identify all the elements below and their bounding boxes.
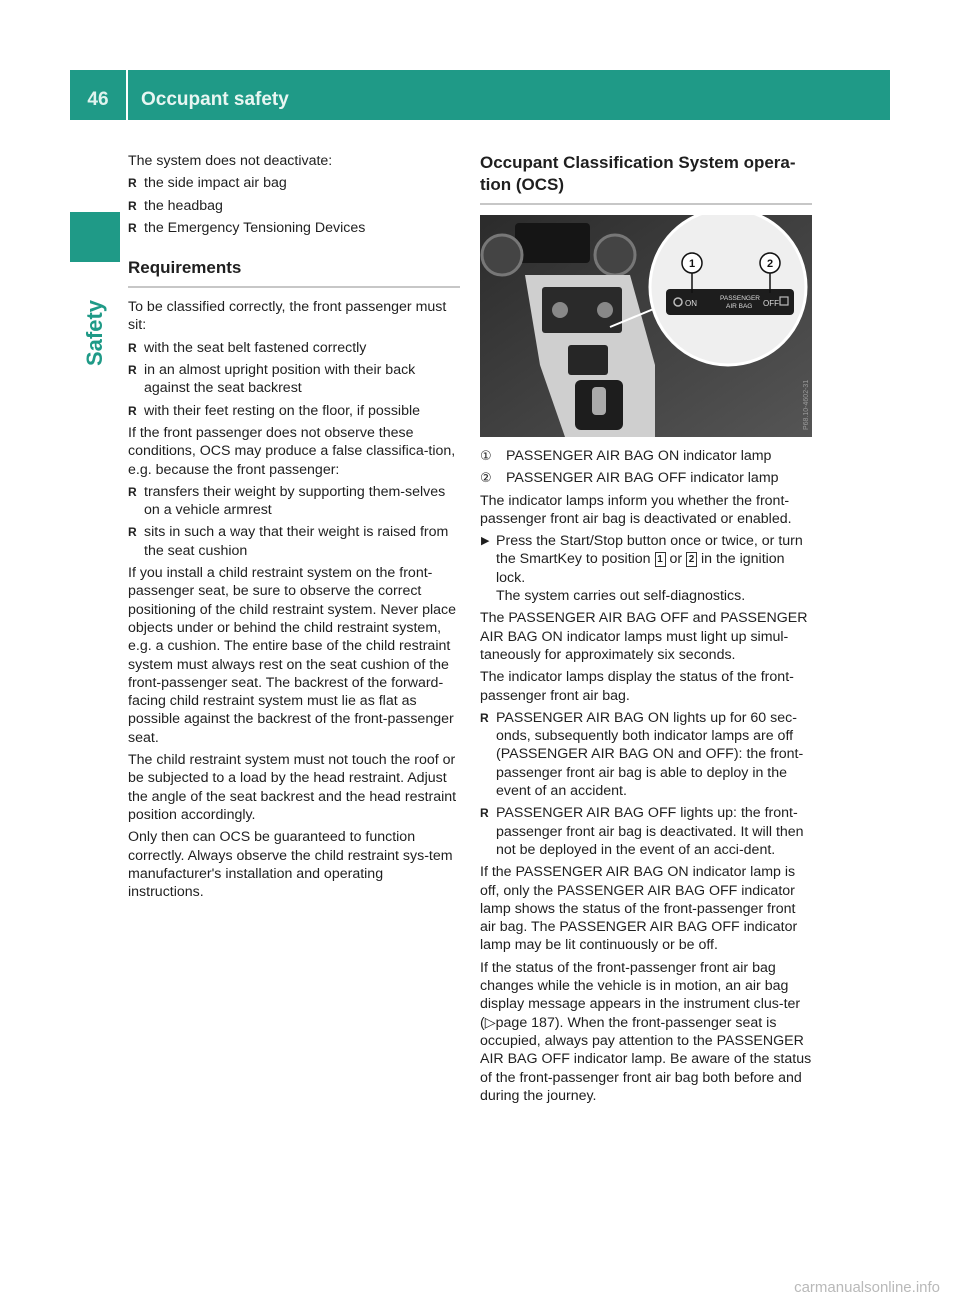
side-tab-block <box>70 212 120 262</box>
list-item: R PASSENGER AIR BAG ON lights up for 60 sec-onds, subsequently both indicator lamps are off (PASSENGER AIR BAG ON and OFF): the front-passenger front air bag is able to deploy in the event of an accident. <box>480 709 812 800</box>
legend-item: ② PASSENGER AIR BAG OFF indicator lamp <box>480 470 779 487</box>
paragraph: If the front passenger does not observe these conditions, OCS may produce a false classifica-tion, e.g. because the front passenger: <box>128 424 456 478</box>
side-tab-label: Safety <box>82 299 107 367</box>
list-item: R sits in such a way that their weight is raised from the seat cushion <box>128 523 460 560</box>
page-ref-arrow-icon: ▷ <box>484 1014 496 1031</box>
svg-text:2: 2 <box>766 258 774 270</box>
ocs-figure <box>480 215 812 437</box>
list-item: R the side impact air bag <box>128 174 460 192</box>
paragraph: If you install a child restraint system on the front-passenger seat, be sure to observe the correct positioning of the child restraint system. Never place objects under or behind the child restraint system, e.g. a cushion. The entire base of the child restraint system must always rest on the seat cushion of the front-passenger seat. The backrest of the forward-facing child restraint system must lie as flat as possible against the backrest of the front-passenger seat. <box>128 565 457 746</box>
list-item: R with their feet resting on the floor, if possible <box>128 402 460 420</box>
list-item: R with the seat belt fastened correctly <box>128 339 460 357</box>
air-vent-icon <box>482 235 522 275</box>
watermark: carmanualsonline.info <box>794 1279 940 1296</box>
paragraph: The indicator lamps inform you whether the front-passenger front air bag is deactivated or enabled. <box>480 492 792 527</box>
dashboard-illustration <box>480 215 812 437</box>
list-item: R the headbag <box>128 197 460 215</box>
air-vent-icon <box>595 235 635 275</box>
page-number: 46 <box>87 89 109 110</box>
list-item: R in an almost upright position with their back against the seat backrest <box>128 361 460 398</box>
legend-item: ① PASSENGER AIR BAG ON indicator lamp <box>480 448 772 464</box>
list-item: R transfers their weight by supporting them-selves on a vehicle armrest <box>128 483 460 520</box>
list-item: R PASSENGER AIR BAG OFF lights up: the front-passenger front air bag is deactivated. It will then not be deployed in the event of an acci-dent. <box>480 804 812 859</box>
left-column <box>128 152 460 905</box>
paragraph: The PASSENGER AIR BAG OFF and PASSENGER AIR BAG ON indicator lamps must light up simul-taneously for approximately six seconds. <box>480 610 808 663</box>
ocs-heading: Occupant Classification System opera-tion (OCS) <box>480 152 812 205</box>
svg-text:1: 1 <box>688 258 696 270</box>
header-divider <box>126 70 128 120</box>
intro-text: The system does not deactivate: <box>128 153 333 169</box>
paragraph: The indicator lamps display the status of the front-passenger front air bag. <box>480 669 794 704</box>
list-item: R the Emergency Tensioning Devices <box>128 219 460 237</box>
section-title: Occupant safety <box>141 89 289 110</box>
display-screen <box>515 223 590 263</box>
label-on: ON <box>685 299 697 308</box>
instruction-step: ▶ Press the Start/Stop button once or twice, or turn the SmartKey to position 1 or 2 in the ignition lock. The system carries out self-diagnostics. <box>480 532 812 605</box>
paragraph: If the PASSENGER AIR BAG ON indicator lamp is off, only the PASSENGER AIR BAG OFF indicator lamp shows the status of the front-passenger front air bag. The PASSENGER AIR BAG OFF indicator lamp may be lit continuously or be off. <box>480 864 798 954</box>
label-airbag: AIR BAG <box>726 303 753 310</box>
key-position-1: 1 <box>655 552 666 567</box>
label-passenger: PASSENGER <box>720 295 760 302</box>
requirements-intro: To be classified correctly, the front passenger must sit: <box>128 299 447 334</box>
right-column <box>480 152 812 1109</box>
paragraph: If the status of the front-passenger front air bag changes while the vehicle is in motion, an air bag display message appears in the instrument clus-ter (▷page 187). When the front-passenger seat is occupied, always pay attention to the PASSENGER AIR BAG OFF indicator lamp. Be aware of the status of the front-passenger front air bag both before and during the journey. <box>480 959 812 1104</box>
key-position-2: 2 <box>686 552 697 567</box>
paragraph: The child restraint system must not touch the roof or be subjected to a load by the head restraint. Adjust the angle of the seat backrest and the head restraint position accordingly. <box>128 752 457 823</box>
requirements-heading: Requirements <box>128 257 460 288</box>
label-off: OFF <box>763 299 779 308</box>
paragraph: Only then can OCS be guaranteed to function correctly. Always observe the child restraint sys-tem manufacturer's installation and operating instructions. <box>128 829 453 901</box>
figure-code: P68.10-4602-31 <box>803 379 810 430</box>
